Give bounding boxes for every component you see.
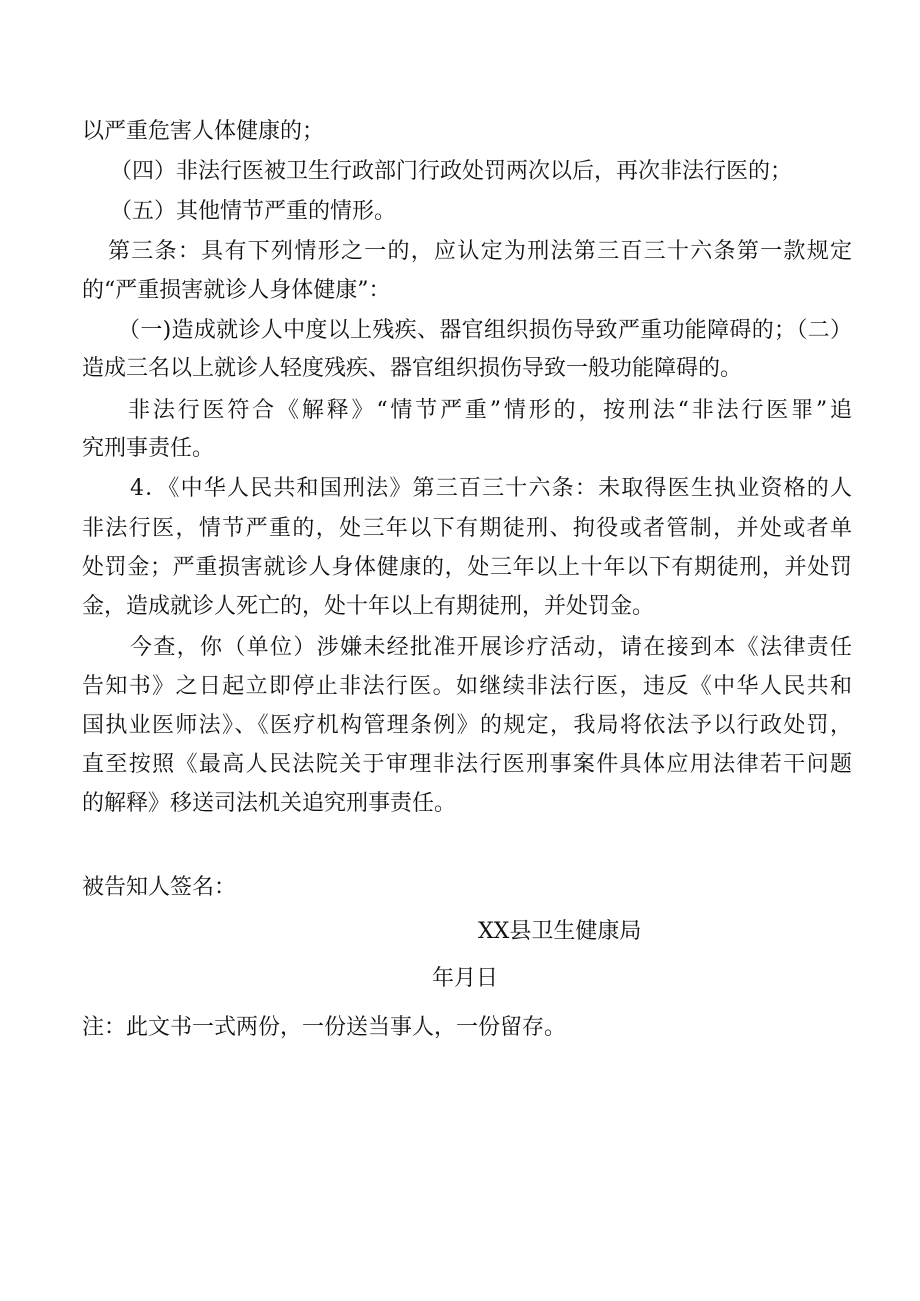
body-line: 处罚金；严重损害就诊人身体健康的，处三年以上十年以下有期徒刑，并处罚	[82, 555, 852, 580]
body-line: 直至按照《最高人民法院关于审理非法行医刑事案件具体应用法律若干问题	[82, 752, 852, 777]
notice-paragraph: 今查，你（单位）涉嫌未经批准开展诊疗活动，请在接到本《法律责任	[130, 635, 852, 660]
article-three-heading: 第三条：具有下列情形之一的，应认定为刑法第三百三十六条第一款规定	[108, 239, 852, 264]
body-line: 造成三名以上就诊人轻度残疾、器官组织损伤导致一般功能障碍的。	[82, 356, 743, 381]
document-note: 注：此文书一式两份，一份送当事人，一份留存。	[82, 1015, 567, 1040]
body-line: （一)造成就诊人中度以上残疾、器官组织损伤导致严重功能障碍的；（二）	[118, 318, 852, 343]
body-line: （四）非法行医被卫生行政部门行政处罚两次以后，再次非法行医的；	[110, 159, 793, 184]
body-line: 非法行医，情节严重的，处三年以下有期徒刑、拘役或者管制，并处或者单	[82, 516, 852, 541]
body-line: （五）其他情节严重的情形。	[110, 199, 397, 224]
issue-date: 年月日	[432, 966, 499, 991]
body-line: 的解释》移送司法机关追究刑事责任。	[82, 791, 457, 816]
body-line: 究刑事责任。	[82, 436, 215, 461]
signature-label: 被告知人签名：	[82, 875, 237, 900]
body-line: 国执业医师法》、《医疗机构管理条例》的规定，我局将依法予以行政处罚，	[82, 713, 852, 738]
body-line: 的“严重损害就诊人身体健康”：	[82, 278, 391, 303]
body-line: 告知书》之日起立即停止非法行医。如继续非法行医，违反《中华人民共和	[82, 674, 852, 699]
body-line: 金，造成就诊人死亡的，处十年以上有期徒刑，并处罚金。	[82, 594, 655, 619]
body-line: 以严重危害人体健康的；	[82, 119, 325, 144]
body-line: 非法行医符合《解释》“情节严重”情形的，按刑法“非法行医罪”追	[128, 398, 852, 423]
issuer-name: XX县卫生健康局	[478, 919, 642, 944]
criminal-law-citation: 4．《中华人民共和国刑法》第三百三十六条：未取得医生执业资格的人	[130, 476, 852, 501]
